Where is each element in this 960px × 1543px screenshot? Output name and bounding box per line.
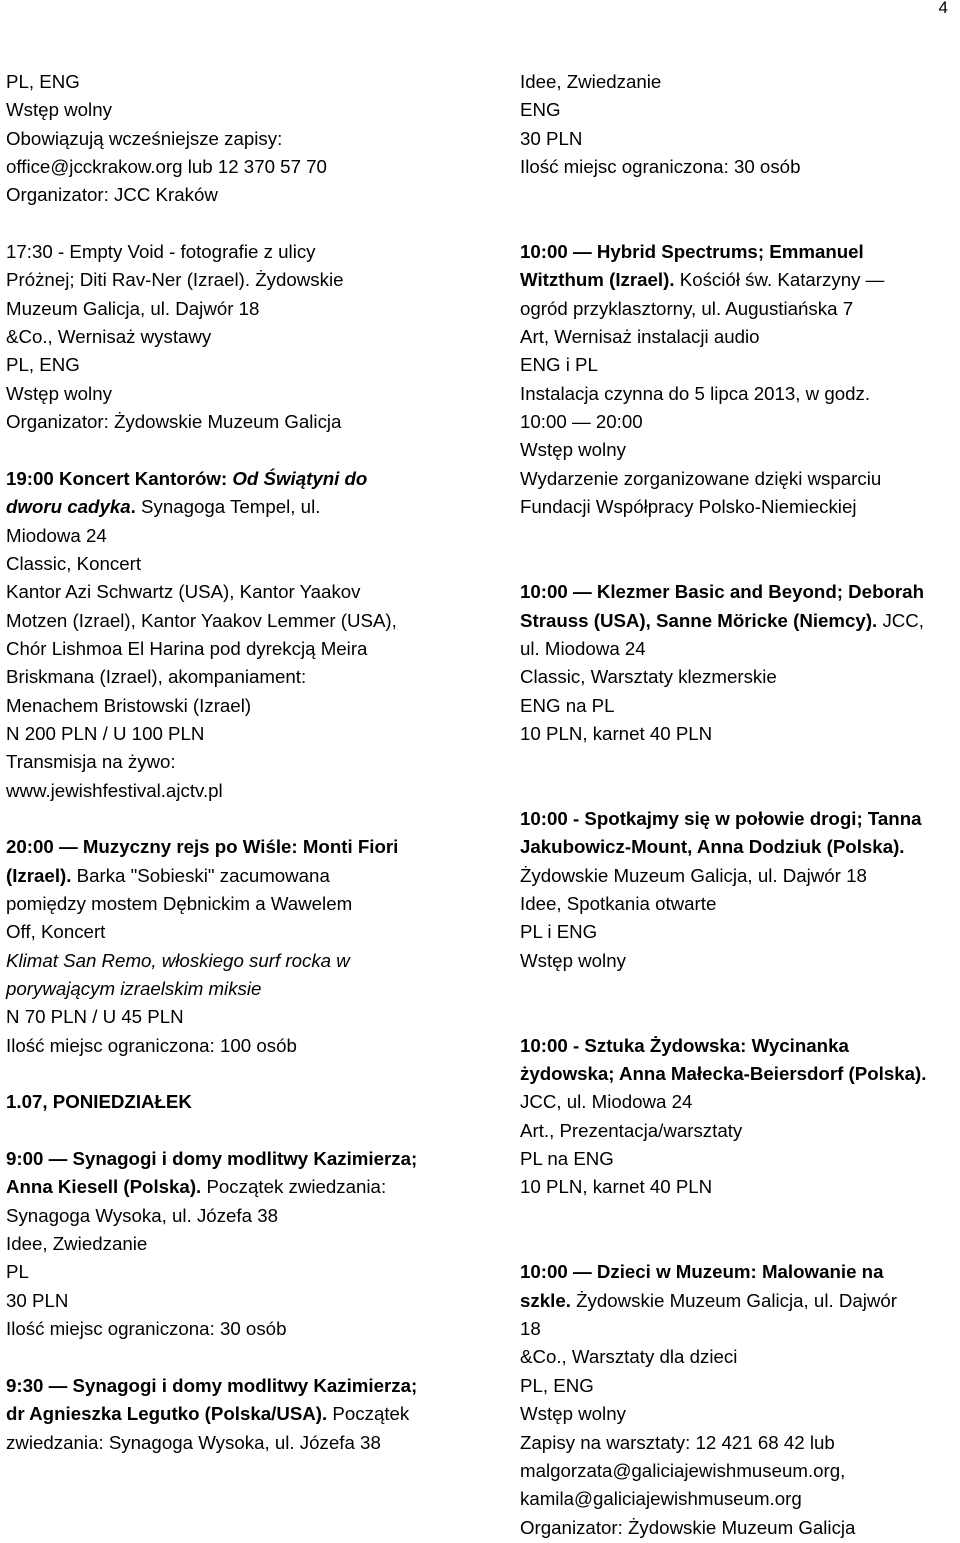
- text-segment: Organizator: JCC Kraków: [6, 184, 218, 206]
- text-line: [6, 1400, 461, 1428]
- text-line: [6, 465, 461, 493]
- text-segment: Classic, Warsztaty klezmerskie: [520, 666, 777, 688]
- text-line: [6, 295, 461, 323]
- text-segment: Wstęp wolny: [6, 382, 112, 404]
- text-line: [520, 125, 960, 153]
- text-line: [520, 1145, 960, 1173]
- text-segment: Off, Koncert: [6, 921, 106, 943]
- text-line: [6, 748, 461, 776]
- text-segment: 9:00 — Synagogi i domy modlitwy Kazimierza;: [6, 1148, 418, 1170]
- text-line: [6, 1287, 461, 1315]
- text-line: [520, 663, 960, 691]
- text-line: [6, 408, 461, 436]
- text-line: [520, 1485, 960, 1513]
- text-line: [520, 1343, 960, 1371]
- text-line: [520, 436, 960, 464]
- paragraph-gap: [520, 1003, 960, 1031]
- text-segment: 30 PLN: [520, 127, 583, 149]
- text-line: [6, 68, 461, 96]
- text-line: [520, 493, 960, 521]
- text-segment: 20:00 — Muzyczny rejs po Wiśle: Monti Fiori: [6, 836, 399, 858]
- text-segment: Instalacja czynna do 5 lipca 2013, w godz.: [520, 382, 871, 404]
- text-segment: 9:30 — Synagogi i domy modlitwy Kazimierza;: [6, 1374, 418, 1396]
- text-segment: 17:30 - Empty Void - fotografie z ulicy: [6, 241, 316, 263]
- text-line: [6, 1315, 461, 1343]
- left-column: [6, 68, 461, 1457]
- text-line: [6, 720, 461, 748]
- text-line: [6, 918, 461, 946]
- text-line: [6, 522, 461, 550]
- text-segment: &Co., Wernisaż wystawy: [6, 326, 212, 348]
- text-segment: Barka "Sobieski" zacumowana: [71, 864, 330, 886]
- text-segment: Strauss (USA), Sanne Möricke (Niemcy).: [520, 609, 878, 631]
- text-segment: Briskmana (Izrael), akompaniament:: [6, 666, 307, 688]
- text-line: [520, 833, 960, 861]
- text-segment: Początek zwiedzania:: [201, 1176, 387, 1198]
- text-segment: 10:00 — Dzieci w Muzeum: Malowanie na: [520, 1261, 884, 1283]
- text-line: [520, 862, 960, 890]
- text-line: [6, 1145, 461, 1173]
- text-segment: Klimat San Remo, włoskiego surf rocka w: [6, 949, 350, 971]
- text-line: [6, 777, 461, 805]
- text-line: [6, 493, 461, 521]
- text-line: [6, 1032, 461, 1060]
- text-segment: N 70 PLN / U 45 PLN: [6, 1006, 184, 1028]
- text-segment: Idee, Spotkania otwarte: [520, 892, 717, 914]
- text-segment: 1.07, PONIEDZIAŁEK: [6, 1091, 192, 1113]
- text-segment: dr Agnieszka Legutko (Polska/USA).: [6, 1403, 328, 1425]
- text-line: [520, 1457, 960, 1485]
- text-line: [6, 153, 461, 181]
- text-segment: Jakubowicz-Mount, Anna Dodziuk (Polska).: [520, 836, 905, 858]
- text-line: [6, 607, 461, 635]
- text-line: [6, 1429, 461, 1457]
- text-line: [6, 351, 461, 379]
- text-line: [520, 1060, 960, 1088]
- paragraph-gap: [520, 777, 960, 805]
- text-line: [520, 1372, 960, 1400]
- text-line: [6, 947, 461, 975]
- text-segment: office@jcckrakow.org lub 12 370 57 70: [6, 156, 327, 178]
- text-line: [520, 465, 960, 493]
- text-segment: Motzen (Izrael), Kantor Yaakov Lemmer (USA),: [6, 609, 397, 631]
- text-segment: Próżnej; Diti Rav-Ner (Izrael).: [6, 269, 256, 291]
- text-segment: Ilość miejsc ograniczona: 30 osób: [520, 156, 801, 178]
- paragraph-gap: [520, 748, 960, 776]
- text-line: [6, 1230, 461, 1258]
- text-line: [6, 862, 461, 890]
- text-segment: Żydowskie Muzeum Galicja, ul. Dajwór 18: [520, 864, 867, 886]
- text-segment: 10:00 — 20:00: [520, 411, 643, 433]
- text-segment: Wstęp wolny: [520, 1403, 626, 1425]
- text-segment: Wstęp wolny: [520, 949, 626, 971]
- text-line: [520, 635, 960, 663]
- text-segment: Początek: [327, 1403, 410, 1425]
- text-line: [6, 692, 461, 720]
- text-line: [520, 238, 960, 266]
- text-line: [520, 1032, 960, 1060]
- text-segment: szkle.: [520, 1289, 571, 1311]
- paragraph-gap: [520, 550, 960, 578]
- text-segment: ENG: [520, 99, 561, 121]
- text-segment: 19:00 Koncert Kantorów:: [6, 467, 233, 489]
- text-line: [520, 380, 960, 408]
- text-segment: Wydarzenie zorganizowane dzięki wsparciu: [520, 467, 882, 489]
- text-line: [520, 266, 960, 294]
- text-line: [520, 720, 960, 748]
- text-line: [520, 947, 960, 975]
- text-line: [520, 1400, 960, 1428]
- text-segment: 10:00 - Sztuka Żydowska: Wycinanka: [520, 1034, 849, 1056]
- text-line: [6, 181, 461, 209]
- text-line: [520, 1088, 960, 1116]
- text-line: [520, 1287, 960, 1315]
- text-segment: www.jewishfestival.ajctv.pl: [6, 779, 223, 801]
- text-line: [6, 550, 461, 578]
- text-segment: Transmisja na żywo:: [6, 751, 176, 773]
- text-segment: (Izrael).: [6, 864, 72, 886]
- text-segment: Art., Prezentacja/warsztaty: [520, 1119, 743, 1141]
- text-segment: żydowska; Anna Małecka-Beiersdorf (Polska).: [520, 1063, 927, 1085]
- text-line: [6, 96, 461, 124]
- text-segment: ENG na PL: [520, 694, 615, 716]
- text-segment: Fundacji Współpracy Polsko-Niemieckiej: [520, 496, 857, 518]
- paragraph-gap: [520, 181, 960, 209]
- text-segment: pomiędzy mostem Dębnickim a Wawelem: [6, 892, 353, 914]
- text-segment: Żydowskie Muzeum Galicja, ul. Dajwór: [570, 1289, 898, 1311]
- text-segment: PL, ENG: [520, 1374, 594, 1396]
- text-segment: Wstęp wolny: [520, 439, 626, 461]
- paragraph-gap: [520, 522, 960, 550]
- text-segment: PL i ENG: [520, 921, 598, 943]
- text-segment: kamila@galiciajewishmuseum.org: [520, 1488, 802, 1510]
- paragraph-gap: [6, 210, 461, 238]
- text-line: [520, 153, 960, 181]
- text-line: [520, 1315, 960, 1343]
- text-line: [520, 1429, 960, 1457]
- text-segment: .: [130, 496, 136, 518]
- text-segment: Organizator: Żydowskie Muzeum Galicja: [6, 411, 342, 433]
- text-segment: Muzeum Galicja, ul. Dajwór 18: [6, 297, 260, 319]
- text-line: [520, 1173, 960, 1201]
- text-line: [6, 125, 461, 153]
- text-segment: dworu cadyka: [6, 496, 131, 518]
- paragraph-gap: [520, 1202, 960, 1230]
- text-line: [6, 1372, 461, 1400]
- text-segment: Anna Kiesell (Polska).: [6, 1176, 202, 1198]
- text-segment: PL: [6, 1261, 29, 1283]
- text-segment: 10 PLN, karnet 40 PLN: [520, 722, 713, 744]
- text-segment: 10:00 — Hybrid Spectrums; Emmanuel: [520, 241, 864, 263]
- paragraph-gap: [6, 1060, 461, 1088]
- text-segment: &Co., Warsztaty dla dzieci: [520, 1346, 738, 1368]
- text-line: [520, 918, 960, 946]
- text-line: [6, 663, 461, 691]
- paragraph-gap: [520, 1230, 960, 1258]
- text-segment: 18: [520, 1318, 541, 1340]
- text-segment: PL, ENG: [6, 71, 80, 92]
- text-segment: Żydowskie: [255, 269, 344, 291]
- text-segment: Zapisy na warsztaty: 12 421 68 42 lub: [520, 1431, 835, 1453]
- text-segment: Witzthum (Izrael).: [520, 269, 675, 291]
- text-line: [520, 96, 960, 124]
- paragraph-gap: [6, 1117, 461, 1145]
- text-segment: Synagoga Tempel, ul.: [135, 496, 321, 518]
- paragraph-gap: [6, 436, 461, 464]
- text-segment: Kantor Azi Schwartz (USA), Kantor Yaakov: [6, 581, 361, 603]
- text-segment: JCC,: [877, 609, 924, 631]
- text-segment: Chór Lishmoa El Harina pod dyrekcją Meira: [6, 637, 368, 659]
- text-line: [6, 578, 461, 606]
- right-column: [520, 68, 960, 1542]
- text-line: [6, 238, 461, 266]
- text-segment: Kościół św. Katarzyny —: [674, 269, 885, 291]
- text-segment: Art, Wernisaż instalacji audio: [520, 326, 760, 348]
- text-line: [6, 1003, 461, 1031]
- text-segment: ogród przyklasztorny, ul. Augustiańska 7: [520, 297, 854, 319]
- text-segment: zwiedzania: Synagoga Wysoka, ul. Józefa 38: [6, 1431, 381, 1453]
- text-line: [6, 323, 461, 351]
- text-line: [520, 1514, 960, 1542]
- text-line: [6, 635, 461, 663]
- text-line: [6, 1202, 461, 1230]
- text-line: [6, 1173, 461, 1201]
- text-segment: Synagoga Wysoka, ul. Józefa 38: [6, 1204, 278, 1226]
- text-line: [520, 323, 960, 351]
- text-segment: Organizator: Żydowskie Muzeum Galicja: [520, 1516, 856, 1538]
- text-segment: JCC, ul. Miodowa 24: [520, 1091, 693, 1113]
- text-line: [520, 578, 960, 606]
- text-segment: Ilość miejsc ograniczona: 30 osób: [6, 1318, 287, 1340]
- text-segment: porywającym izraelskim miksie: [6, 978, 262, 999]
- text-segment: Wstęp wolny: [6, 99, 112, 121]
- paragraph-gap: [520, 975, 960, 1003]
- text-segment: Ilość miejsc ograniczona: 100 osób: [6, 1034, 297, 1056]
- text-segment: Miodowa 24: [6, 524, 107, 546]
- paragraph-gap: [6, 1343, 461, 1371]
- text-segment: Od Świątyni do: [232, 467, 368, 489]
- text-segment: Idee, Zwiedzanie: [520, 71, 662, 92]
- text-line: [6, 1258, 461, 1286]
- text-line: [520, 607, 960, 635]
- text-line: [520, 408, 960, 436]
- paragraph-gap: [520, 210, 960, 238]
- text-line: [6, 380, 461, 408]
- text-segment: PL, ENG: [6, 354, 80, 376]
- text-line: [6, 890, 461, 918]
- text-segment: 10:00 - Spotkajmy się w połowie drogi; Tanna: [520, 807, 922, 829]
- text-segment: Menachem Bristowski (Izrael): [6, 694, 252, 716]
- text-line: [520, 890, 960, 918]
- text-segment: 10:00 — Klezmer Basic and Beyond; Deborah: [520, 581, 924, 603]
- text-segment: 10 PLN, karnet 40 PLN: [520, 1176, 713, 1198]
- text-segment: malgorzata@galiciajewishmuseum.org,: [520, 1459, 846, 1481]
- text-segment: PL na ENG: [520, 1148, 614, 1170]
- text-segment: Obowiązują wcześniejsze zapisy:: [6, 127, 283, 149]
- text-segment: ENG i PL: [520, 354, 598, 376]
- text-line: [520, 1117, 960, 1145]
- text-segment: Idee, Zwiedzanie: [6, 1233, 148, 1255]
- text-line: [6, 833, 461, 861]
- text-segment: Classic, Koncert: [6, 552, 142, 574]
- paragraph-gap: [6, 805, 461, 833]
- text-line: [6, 1088, 461, 1116]
- text-line: [520, 1258, 960, 1286]
- text-segment: N 200 PLN / U 100 PLN: [6, 722, 205, 744]
- text-line: [520, 351, 960, 379]
- text-segment: ul. Miodowa 24: [520, 637, 646, 659]
- text-line: [520, 692, 960, 720]
- text-line: [6, 975, 461, 1003]
- text-line: [520, 68, 960, 96]
- text-line: [6, 266, 461, 294]
- text-line: [520, 295, 960, 323]
- text-segment: 30 PLN: [6, 1289, 69, 1311]
- page-number: 4: [938, 0, 948, 17]
- text-line: [520, 805, 960, 833]
